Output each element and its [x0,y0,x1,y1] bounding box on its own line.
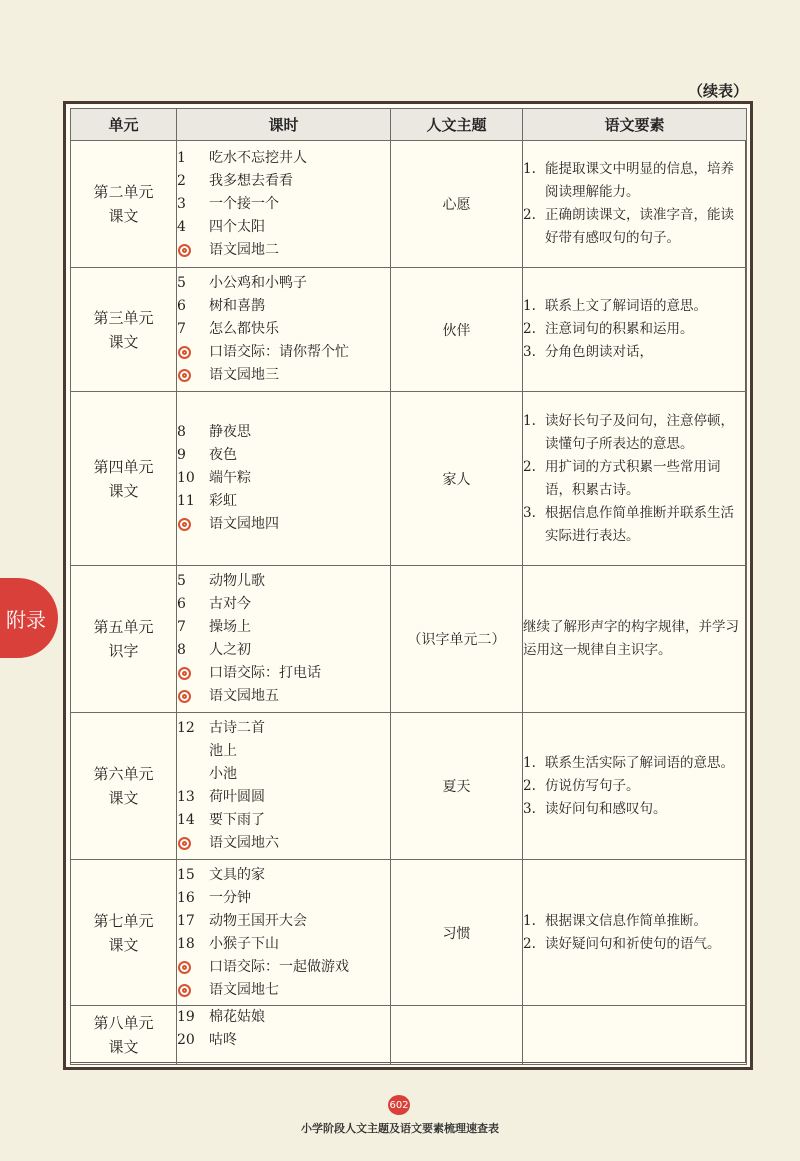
page-number: 602 [388,1095,410,1115]
lesson-title: 动物王国开大会 [209,912,307,929]
element-text: 用扩词的方式积累一些常用词语，积累古诗。 [545,458,721,498]
lesson-item [177,933,390,956]
lesson-marker [177,837,209,850]
elements-cell [523,1006,747,1065]
target-icon [178,961,191,974]
lesson-number: 5 [177,275,186,291]
lesson-number: 3 [177,195,186,212]
lesson-number: 20 [177,1032,195,1048]
lesson-item [177,910,390,933]
element-text: 根据课文信息作简单推断。 [545,912,707,929]
unit-label-line: 第三单元 [93,308,154,327]
lesson-item [177,763,390,786]
lesson-title: 要下雨了 [209,812,265,828]
element-number: 3. [523,504,536,521]
element-number: 3. [523,800,536,817]
unit-label-line: 第四单元 [93,457,154,476]
lesson-item [177,956,390,979]
lesson-title: 树和喜鹊 [209,298,265,314]
lesson-number: 4 [177,218,186,235]
unit-cell [71,1006,177,1065]
lessons-cell [177,268,391,392]
lessons-cell [177,141,391,268]
lesson-number: 15 [177,866,195,883]
table-row [71,268,747,392]
element-item [523,775,746,798]
element-number: 2. [523,777,536,794]
lesson-item [177,864,390,887]
header-unit: 单元 [71,109,177,141]
element-text: 能提取课文中明显的信息，培养阅读理解能力。 [545,161,734,200]
lessons-cell [177,392,391,566]
lesson-title: 动物儿歌 [209,573,265,589]
lesson-item [177,832,390,855]
element-number: 1. [523,412,536,429]
lesson-item [177,685,390,708]
lesson-number: 1 [177,149,186,166]
lesson-title: 文具的家 [209,866,265,883]
lesson-marker [177,346,209,359]
unit-label-line: 第五单元 [93,618,154,636]
element-text: 联系生活实际了解词语的意思。 [545,754,734,771]
element-text: 注意词句的积累和运用。 [545,321,694,337]
footer-title: 小学阶段人文主题及语文要素梳理速查表 [301,1122,499,1135]
lesson-title: 口语交际：打电话 [209,665,321,681]
lesson-number: 19 [177,1009,195,1025]
table-row [71,141,747,268]
lesson-title: 语文园地六 [209,835,279,851]
continued-label: （续表） [687,82,748,100]
elements-cell [523,268,747,392]
element-text: 读好疑问句和祈使句的语气。 [545,935,721,952]
lesson-title: 小公鸡和小鸭子 [209,275,307,291]
elements-cell [523,566,747,713]
lesson-title: 静夜思 [209,424,251,440]
lesson-sub-title: 池上 [209,743,237,759]
lesson-item [177,979,390,1002]
lesson-item [177,887,390,910]
lesson-marker [177,690,209,703]
target-icon [178,690,191,703]
element-item [523,798,746,821]
unit-cell [71,268,177,392]
element-item [523,158,746,204]
lesson-item [177,1029,390,1052]
unit-label-line: 课文 [108,935,139,954]
header-elements: 语文要素 [523,109,747,141]
elements-cell [523,141,747,268]
lesson-item [177,364,390,387]
lesson-marker [177,518,209,531]
target-icon [178,518,191,531]
lessons-cell [177,566,391,713]
elements-cell [523,392,747,566]
lesson-number: 14 [177,812,195,828]
lesson-number: 13 [177,789,195,805]
lesson-item [177,147,390,170]
unit-label-line: 第七单元 [93,911,154,930]
element-item [523,752,746,775]
element-item [523,933,746,956]
element-text: 仿说仿写句子。 [545,777,640,794]
table-row [71,1006,747,1065]
target-icon [178,837,191,850]
lesson-item [177,662,390,685]
theme-cell: 习惯 [391,860,523,1006]
element-number: 1. [523,754,536,771]
curriculum-table [70,108,747,1065]
lesson-number: 18 [177,935,195,952]
unit-label-line: 课文 [108,1038,139,1056]
unit-cell [71,713,177,860]
lesson-title: 夜色 [209,447,237,463]
lesson-marker [177,369,209,382]
unit-cell [71,860,177,1006]
theme-cell [391,1006,523,1065]
lesson-item [177,421,390,444]
lessons-cell [177,713,391,860]
lesson-number: 17 [177,912,195,929]
theme-cell: 心愿 [391,141,523,268]
target-icon [178,667,191,680]
element-text: 根据信息作简单推断并联系生活实际进行表达。 [545,504,734,544]
element-item [523,295,746,318]
lesson-item [177,593,390,616]
lesson-number: 8 [177,424,186,440]
lesson-title: 端午粽 [209,470,251,486]
lesson-number: 10 [177,470,195,486]
lesson-number: 7 [177,321,186,337]
unit-cell [71,141,177,268]
lesson-title: 彩虹 [209,493,237,509]
lessons-cell [177,1006,391,1065]
elements-cell [523,713,747,860]
lesson-item [177,444,390,467]
lesson-item [177,717,390,740]
element-item [523,410,746,456]
element-number: 2. [523,458,536,475]
lesson-title: 咕咚 [209,1032,237,1048]
lesson-title: 一分钟 [209,889,251,906]
lesson-item [177,272,390,295]
element-text: 正确朗读课文，读准字音，能读好带有感叹句的句子。 [545,207,734,246]
lesson-item [177,786,390,809]
element-number: 2. [523,321,536,337]
lesson-item [177,193,390,216]
element-item [523,502,746,548]
lesson-number: 2 [177,172,186,189]
unit-label-line: 第八单元 [93,1014,154,1032]
element-item [523,341,746,364]
lesson-title: 荷叶圆圆 [209,789,265,805]
lesson-number: 7 [177,619,186,635]
theme-cell: 夏天 [391,713,523,860]
lesson-title: 一个接一个 [209,195,279,212]
element-item [523,910,746,933]
lesson-number: 11 [177,493,195,509]
lesson-title: 语文园地七 [209,981,279,998]
target-icon [178,346,191,359]
element-number: 1. [523,912,536,929]
table-row [71,392,747,566]
lesson-title: 古诗二首 [209,720,265,736]
lesson-item [177,295,390,318]
lesson-number: 9 [177,447,186,463]
lesson-marker [177,244,209,257]
lesson-title: 人之初 [209,642,251,658]
lesson-title: 口语交际：一起做游戏 [209,958,349,975]
lesson-number: 6 [177,596,186,612]
lesson-item [177,639,390,662]
lesson-item [177,467,390,490]
target-icon [178,244,191,257]
lesson-item [177,1006,390,1029]
element-number: 3. [523,344,536,360]
lesson-marker [177,667,209,680]
theme-cell: 伙伴 [391,268,523,392]
lesson-title: 口语交际：请你帮个忙 [209,344,349,360]
elements-cell [523,860,747,1006]
unit-label-line: 第六单元 [93,765,154,783]
unit-cell [71,392,177,566]
lesson-title: 语文园地五 [209,688,279,704]
element-text: 读好长句子及问句，注意停顿，读懂句子所表达的意思。 [545,412,734,452]
lesson-number: 8 [177,642,186,658]
lesson-title: 棉花姑娘 [209,1009,265,1025]
lesson-item [177,740,390,763]
target-icon [178,369,191,382]
lesson-marker [177,984,209,997]
lesson-sub-title: 小池 [209,766,237,782]
lesson-number: 6 [177,298,186,314]
lesson-item [177,570,390,593]
element-number: 1. [523,161,536,177]
target-icon [178,984,191,997]
lesson-item [177,809,390,832]
header-lessons: 课时 [177,109,391,141]
element-number: 2. [523,935,536,952]
element-item [523,204,746,250]
lesson-title: 小猴子下山 [209,935,279,952]
lesson-item [177,239,390,262]
lesson-item [177,170,390,193]
lesson-item [177,216,390,239]
element-item [523,318,746,341]
unit-cell [71,566,177,713]
lesson-title: 语文园地三 [209,367,279,383]
lesson-number: 5 [177,573,186,589]
unit-label-line: 课文 [108,332,139,351]
appendix-tab: 附录 [0,578,58,658]
lesson-number: 12 [177,720,195,736]
lesson-number: 16 [177,889,195,906]
element-text: 读好问句和感叹句。 [545,800,667,817]
element-text: 联系上文了解词语的意思。 [545,298,707,314]
lesson-title: 怎么都快乐 [209,321,279,337]
lesson-title: 四个太阳 [209,218,265,235]
lesson-item [177,490,390,513]
unit-label-line: 课文 [108,207,139,225]
table-row [71,860,747,1006]
lesson-marker [177,961,209,974]
lesson-title: 吃水不忘挖井人 [209,149,307,166]
lesson-item [177,616,390,639]
lesson-title: 语文园地四 [209,516,279,532]
element-item [523,456,746,502]
table-row [71,566,747,713]
table-row [71,713,747,860]
lesson-item [177,318,390,341]
elements-paragraph: 继续了解形声字的构字规律，并学习运用这一规律自主识字。 [523,619,739,658]
theme-cell: （识字单元二） [391,566,523,713]
unit-label-line: 课文 [108,789,139,807]
lesson-title: 古对今 [209,596,251,612]
lesson-item [177,513,390,536]
lesson-title: 操场上 [209,619,251,635]
lesson-title: 语文园地二 [209,241,279,258]
theme-cell: 家人 [391,392,523,566]
element-number: 1. [523,298,536,314]
element-number: 2. [523,207,536,223]
unit-label-line: 识字 [108,642,139,660]
unit-label-line: 课文 [108,481,139,500]
header-theme: 人文主题 [391,109,523,141]
lesson-item [177,341,390,364]
element-text: 分角色朗读对话， [545,344,653,360]
lesson-title: 我多想去看看 [209,172,293,189]
lessons-cell [177,860,391,1006]
unit-label-line: 第二单元 [93,183,154,201]
